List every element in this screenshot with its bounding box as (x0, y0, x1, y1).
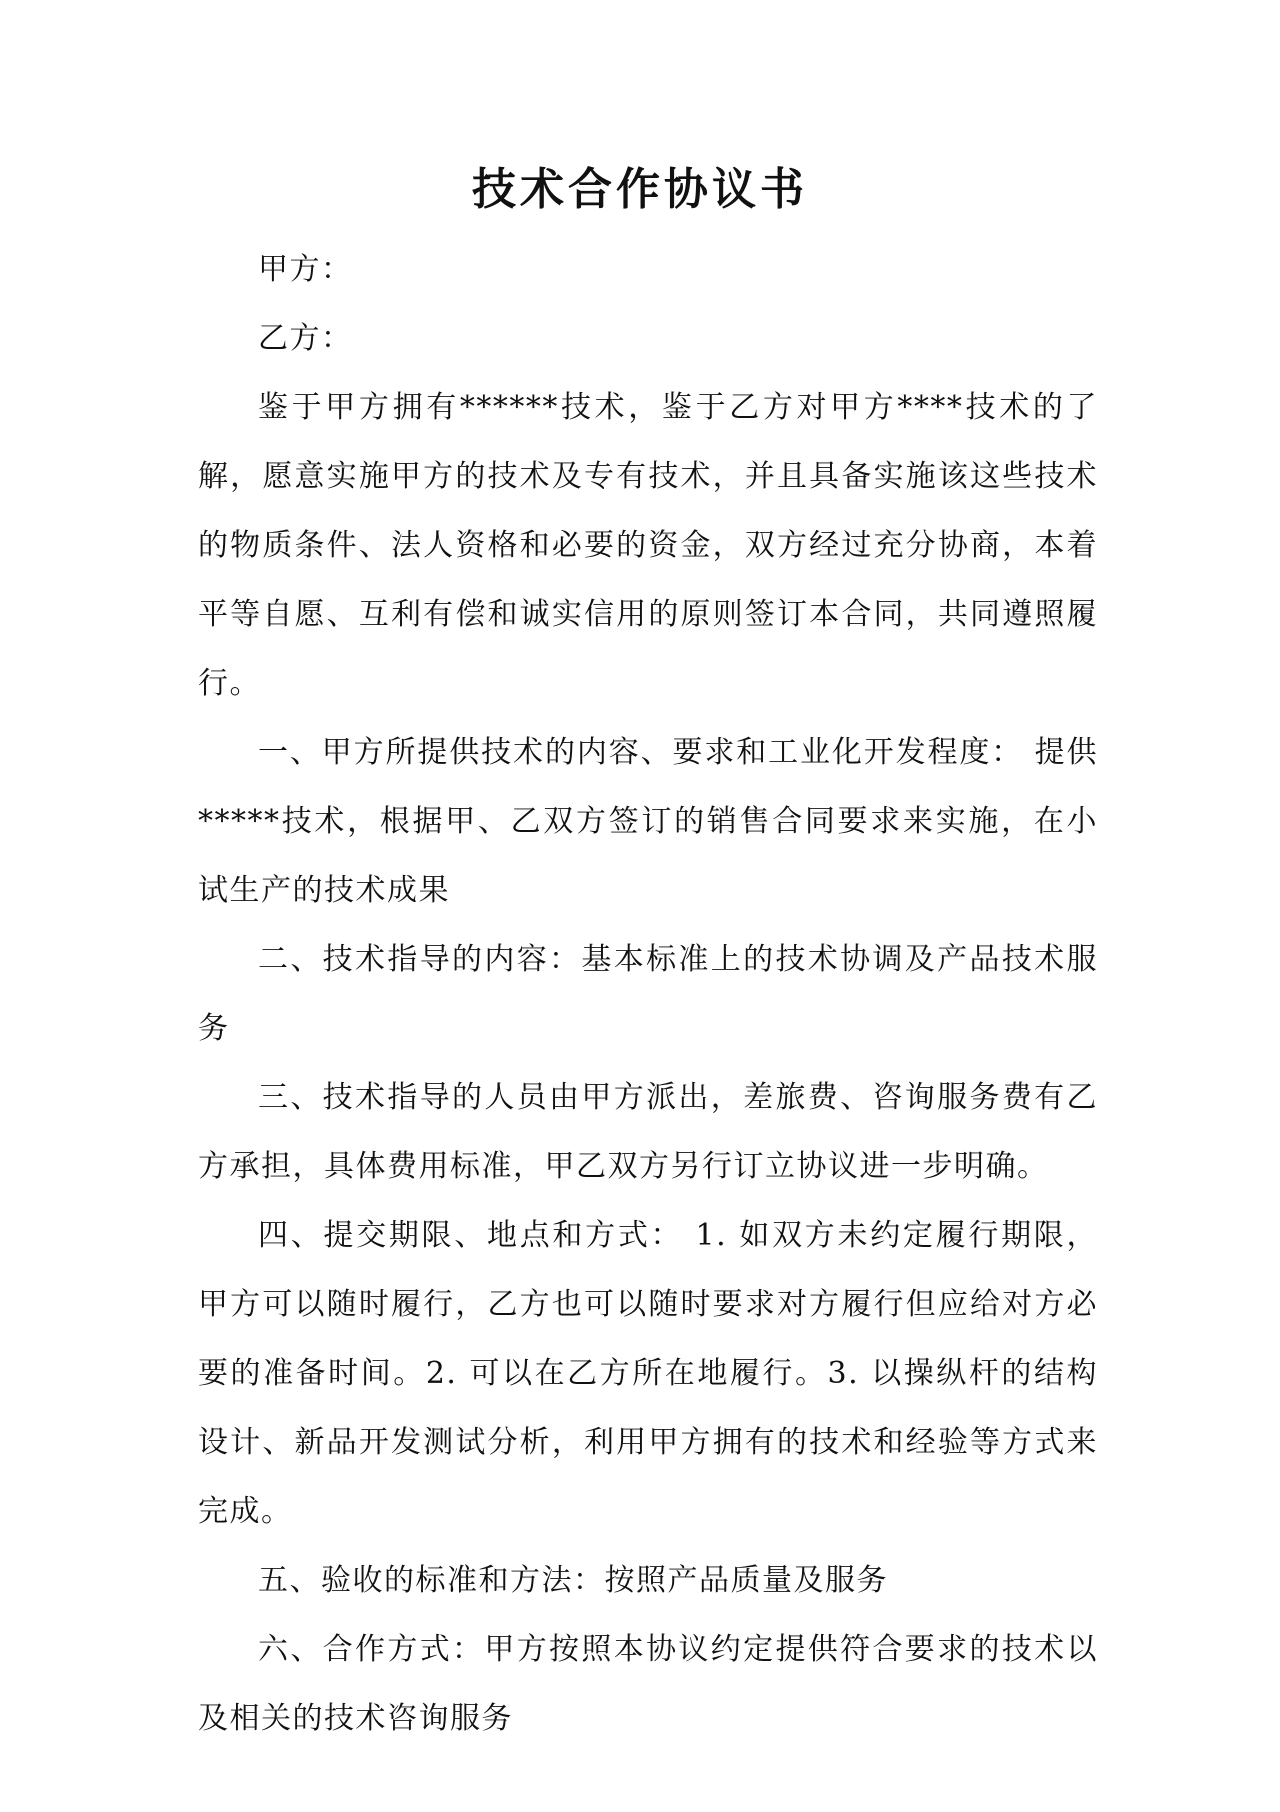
clause-5-paragraph: 五、验收的标准和方法：按照产品质量及服务 (258, 1563, 888, 1598)
preamble-paragraph: 鉴于甲方拥有******技术，鉴于乙方对甲方****技术的了解，愿意实施甲方的技术及专有技术，并且具备实施该这些技术的物质条件、法人资格和必要的资金，双方经过充分协商，本着平等自愿、互利有偿和诚实信用的原则签订本合同，共同遵照履行。 (198, 390, 1098, 701)
party-a-line: 甲方： (258, 252, 353, 287)
clause-1-paragraph: 一、甲方所提供技术的内容、要求和工业化开发程度： 提供*****技术，根据甲、乙双方签订的销售合同要求来实施，在小试生产的技术成果 (198, 735, 1098, 908)
document-body (198, 235, 1098, 1753)
document-title: 技术合作协议书 (472, 164, 808, 215)
clause-4-paragraph: 四、提交期限、地点和方式： 1. 如双方未约定履行期限，甲方可以随时履行，乙方也可以随时要求对方履行但应给对方必要的准备时间。2. 可以在乙方所在地履行。3. 以操纵杆的结构设计、新品开发测试分析，利用甲方拥有的技术和经验等方式来完成。 (198, 1218, 1098, 1529)
clause-6-paragraph: 六、合作方式：甲方按照本协议约定提供符合要求的技术以及相关的技术咨询服务 (198, 1632, 1098, 1736)
clause-3-paragraph: 三、技术指导的人员由甲方派出，差旅费、咨询服务费有乙方承担，具体费用标准，甲乙双方另行订立协议进一步明确。 (198, 1080, 1098, 1184)
party-b-line: 乙方： (258, 321, 353, 356)
clause-2-paragraph: 二、技术指导的内容：基本标准上的技术协调及产品技术服务 (198, 942, 1098, 1046)
